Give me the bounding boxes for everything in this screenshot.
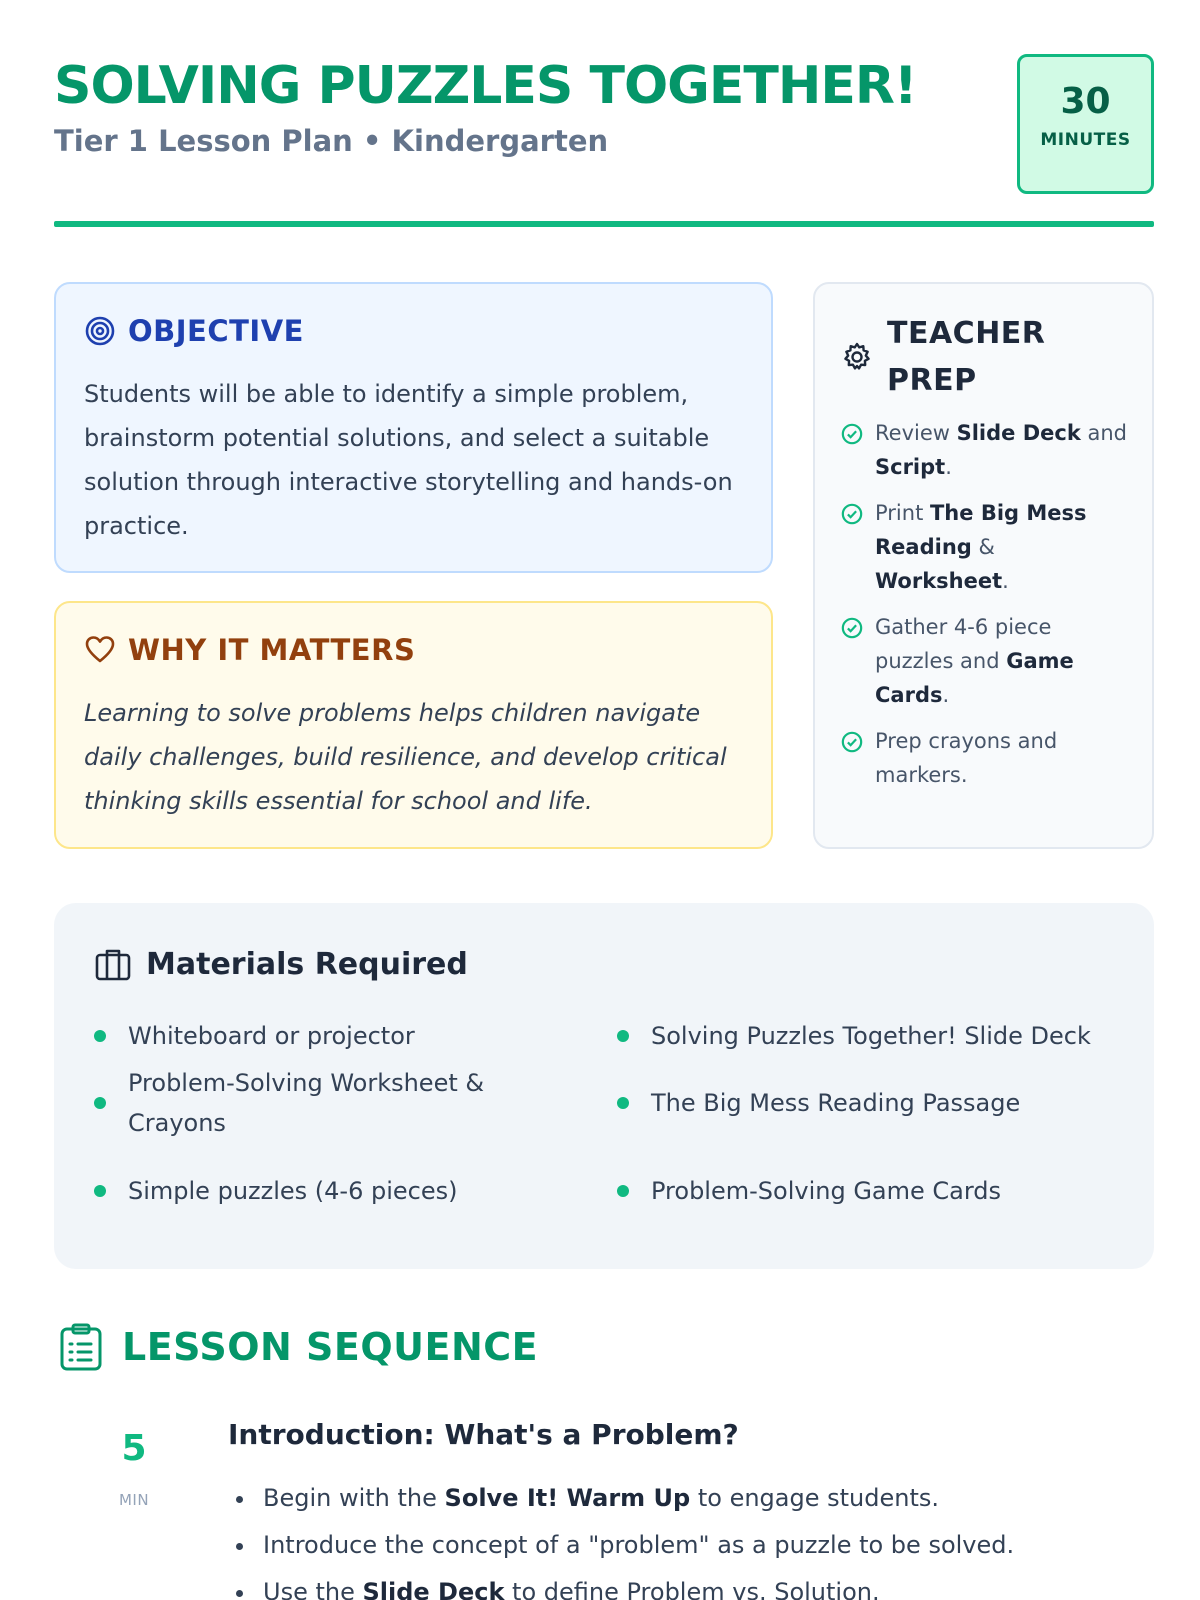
bullet-dot bbox=[617, 1185, 629, 1197]
prep-checklist bbox=[841, 416, 1134, 804]
step-title: Introduction: What's a Problem? bbox=[228, 1418, 739, 1451]
step-duration bbox=[94, 1428, 174, 1509]
step-minutes: 5 bbox=[121, 1428, 147, 1469]
prep-item-text: Print The Big Mess Reading & Worksheet. bbox=[875, 501, 1087, 593]
materials-title: Materials Required bbox=[146, 946, 468, 982]
prep-heading bbox=[841, 310, 1067, 404]
heart-icon bbox=[84, 634, 116, 666]
bullet-dot bbox=[94, 1097, 106, 1109]
materials-list bbox=[94, 1013, 1124, 1235]
bullet-dot bbox=[617, 1097, 629, 1109]
material-item: Problem-Solving Game Cards bbox=[617, 1147, 1124, 1235]
check-circle-icon bbox=[841, 423, 863, 445]
check-circle-icon bbox=[841, 617, 863, 639]
step-bullet: • Begin with the Solve It! Warm Up to engage students. bbox=[257, 1475, 1137, 1522]
material-item: The Big Mess Reading Passage bbox=[617, 1059, 1124, 1147]
teacher-prep-card bbox=[813, 282, 1154, 849]
header-divider bbox=[54, 221, 1154, 227]
clipboard-list-icon bbox=[58, 1322, 104, 1372]
prep-item bbox=[841, 416, 1134, 484]
lesson-header bbox=[54, 50, 1154, 230]
target-icon bbox=[84, 315, 116, 347]
objective-card bbox=[54, 282, 773, 573]
step-bullet: • Use the Slide Deck to define Problem vs. Solution. bbox=[257, 1569, 1137, 1600]
briefcase-icon bbox=[94, 945, 132, 983]
gear-icon bbox=[841, 341, 873, 373]
lesson-sequence-heading bbox=[58, 1322, 538, 1372]
duration-badge bbox=[1017, 54, 1154, 194]
bullet-dot bbox=[94, 1030, 106, 1042]
material-item: Whiteboard or projector bbox=[94, 1013, 617, 1059]
material-item: Problem-Solving Worksheet & Crayons bbox=[94, 1059, 617, 1147]
lesson-sequence-title: LESSON SEQUENCE bbox=[122, 1325, 539, 1369]
material-item: Solving Puzzles Together! Slide Deck bbox=[617, 1013, 1124, 1059]
check-circle-icon bbox=[841, 731, 863, 753]
check-circle-icon bbox=[841, 503, 863, 525]
why-it-matters-card bbox=[54, 601, 773, 849]
objective-title: OBJECTIVE bbox=[128, 314, 304, 348]
why-title: WHY IT MATTERS bbox=[128, 633, 416, 667]
duration-unit: MINUTES bbox=[1040, 130, 1131, 150]
bullet-dot bbox=[617, 1030, 629, 1042]
prep-item-text: Prep crayons and markers. bbox=[875, 729, 1058, 787]
page-subtitle: Tier 1 Lesson Plan • Kindergarten bbox=[54, 124, 609, 158]
prep-item bbox=[841, 724, 1134, 792]
prep-item-text: Gather 4-6 piece puzzles and Game Cards. bbox=[875, 615, 1074, 707]
objective-text: Students will be able to identify a simple problem, brainstorm potential solutions, and select a suitable solution through interactive storytelling and hands-on practice. bbox=[84, 380, 733, 540]
prep-title: TEACHER PREP bbox=[887, 316, 1046, 398]
material-item: Simple puzzles (4-6 pieces) bbox=[94, 1147, 617, 1235]
step-bullet: • Introduce the concept of a "problem" as a puzzle to be solved. bbox=[257, 1522, 1137, 1569]
bullet-dot bbox=[94, 1185, 106, 1197]
page-title: SOLVING PUZZLES TOGETHER! bbox=[54, 56, 917, 116]
prep-item-text: Review Slide Deck and Script. bbox=[875, 421, 1127, 479]
duration-value: 30 bbox=[1060, 81, 1111, 122]
why-text: Learning to solve problems helps children navigate daily challenges, build resilience, and develop critical thinking skills essential for school and life. bbox=[84, 699, 727, 815]
materials-panel bbox=[54, 903, 1154, 1269]
prep-item bbox=[841, 496, 1134, 598]
materials-heading bbox=[94, 945, 468, 983]
step-unit: MIN bbox=[118, 1491, 150, 1509]
prep-item bbox=[841, 610, 1134, 712]
step-bullets bbox=[257, 1475, 1137, 1600]
objective-heading bbox=[84, 314, 304, 348]
why-heading bbox=[84, 633, 415, 667]
